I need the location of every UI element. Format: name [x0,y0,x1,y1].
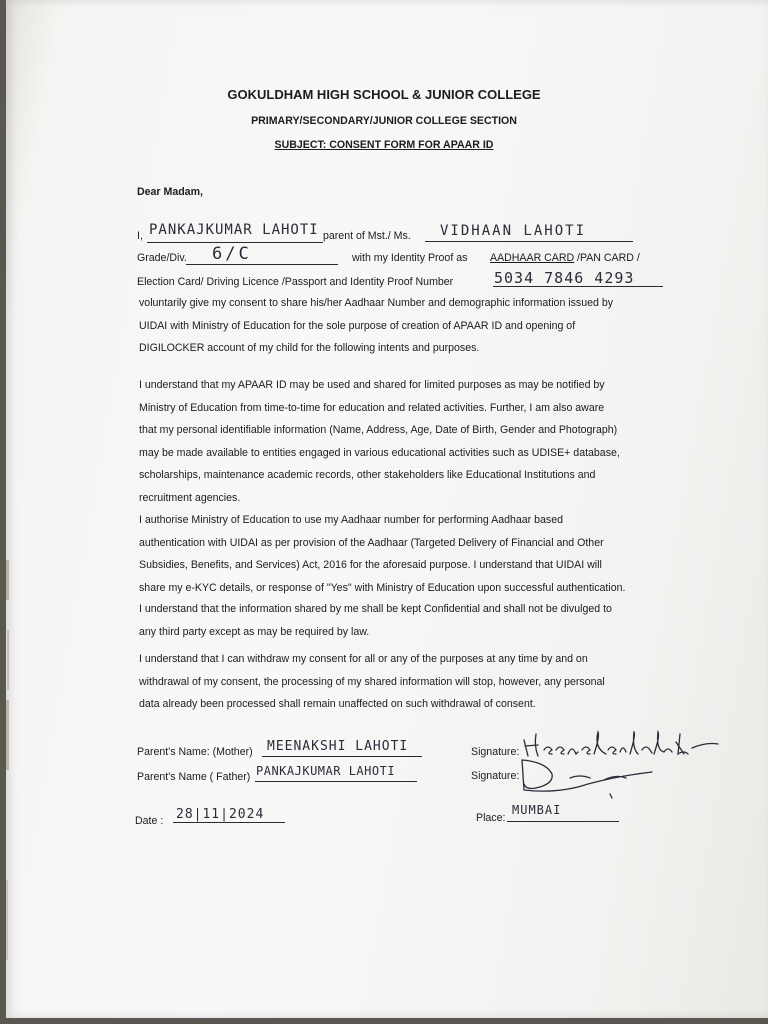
parent-of-label: parent of Mst./ Ms. [323,230,411,242]
mother-name-handwritten: MEENAKSHI LAHOTI [267,739,409,754]
paragraph-line: any third party except as may be required by law. [139,625,370,638]
paragraph-line: authentication with UIDAI as per provision of the Aadhaar (Targeted Delivery of Financial and Other [139,536,604,549]
subject-line: SUBJECT: CONSENT FORM FOR APAAR ID [274,139,494,151]
intro-line: voluntarily give my consent to share his/her Aadhaar Number and demographic information issued by [139,297,614,309]
paragraph-line: Subsidies, Benefits, and Services) Act, 2016 for the aforesaid purpose. I understand that UIDAI will [139,559,602,572]
identity-proof-number-label: Election Card/ Driving Licence /Passport and Identity Proof Number [137,276,454,288]
date-handwritten: 28|11|2024 [176,807,265,822]
identity-proof-label: with my Identity Proof as [352,252,468,264]
paragraph-withdrawal [139,648,605,716]
paragraph-line: may be made available to entities engaged in various educational activities such as UDISE+ database, [139,446,620,459]
grade-handwritten: 6/C [212,244,252,264]
paragraph-confidentiality [139,598,612,643]
paragraph-line: share my e-KYC details, or response of "Yes" with Ministry of Education upon successful authentication. [139,581,626,594]
i-prefix: I, [137,230,143,242]
paragraph-line: I understand that the information shared by me shall be kept Confidential and shall not be divulged to [139,603,612,615]
paragraph-line: Ministry of Education from time-to-time for education and related activities. Further, I am also aware [139,401,605,414]
paper-edge-marks [6,0,16,1024]
parent-name-underline [147,242,323,243]
mother-signature [520,728,720,762]
child-name-underline [425,241,633,242]
paragraph-line: I understand that I can withdraw my consent for all or any of the purposes at any time by and on [139,653,588,665]
paragraph-line: data already been processed shall remain unaffected on such withdrawal of consent. [139,698,536,711]
signature-label-father: Signature: [471,770,520,782]
identity-proof-rest: /PAN CARD / [577,252,640,264]
father-name-handwritten: PANKAJKUMAR LAHOTI [256,764,396,778]
place-label: Place: [476,812,506,824]
intro-text [139,292,613,360]
grade-underline [186,264,338,265]
paragraph-line: withdrawal of my consent, the processing of my shared information will stop, however, any personal [139,675,605,688]
identity-proof-value: AADHAAR CARD [490,252,575,264]
mother-name-label: Parent's Name: (Mother) [137,746,253,758]
salutation: Dear Madam, [137,186,203,198]
date-underline [173,822,285,823]
paragraph-line: I authorise Ministry of Education to use my Aadhaar number for performing Aadhaar based [139,514,563,526]
paragraph-authorisation [139,509,625,599]
id-number-handwritten: 5034 7846 4293 [494,269,635,287]
place-handwritten: MUMBAI [512,803,562,817]
paragraph-apaar-usage [139,374,620,510]
paragraph-line: recruitment agencies. [139,491,241,504]
school-name: GOKULDHAM HIGH SCHOOL & JUNIOR COLLEGE [227,87,541,102]
father-signature [518,758,658,802]
paragraph-line: that my personal identifiable information (Name, Address, Age, Date of Birth, Gender and Photograph) [139,424,618,437]
section-title: PRIMARY/SECONDARY/JUNIOR COLLEGE SECTION [251,115,517,127]
place-underline [507,821,619,822]
father-name-underline [255,781,417,782]
signature-label-mother: Signature: [471,746,520,758]
date-label: Date : [135,815,164,827]
intro-line: DIGILOCKER account of my child for the following intents and purposes. [139,342,480,355]
intro-line: UIDAI with Ministry of Education for the sole purpose of creation of APAAR ID and opening of [139,319,576,332]
child-name-handwritten: VIDHAAN LAHOTI [440,223,587,239]
mother-name-underline [262,756,422,757]
father-name-label: Parent's Name ( Father) [137,771,251,783]
grade-label: Grade/Div. [137,252,187,264]
paragraph-line: scholarships, maintenance academic records, other stakeholders like Educational Institutions and [139,469,596,482]
paragraph-line: I understand that my APAAR ID may be used and shared for limited purposes as may be notified by [139,379,605,391]
parent-name-handwritten: PANKAJKUMAR LAHOTI [149,222,319,238]
